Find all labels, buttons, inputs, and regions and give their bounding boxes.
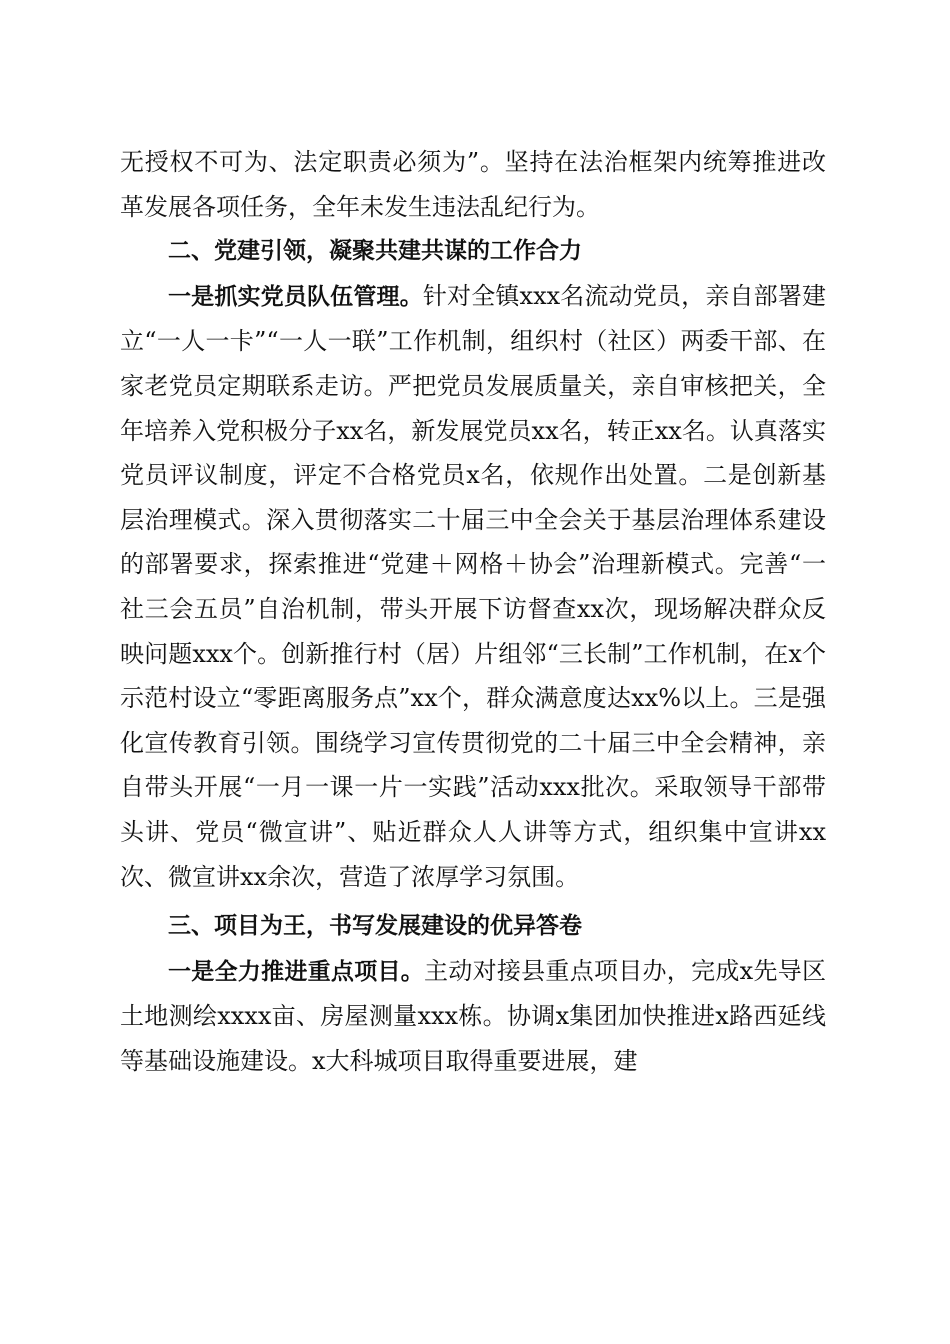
paragraph-lead: 一是全力推进重点项目。 bbox=[168, 958, 425, 985]
section-heading-projects: 三、项目为王，书写发展建设的优异答卷 bbox=[168, 913, 582, 940]
paragraph-body: 针对全镇xxx名流动党员，亲自部署建立“一人一卡”“一人一联”工作机制，组织村（社区）两委干部、在家老党员定期联系走访。严把党员发展质量关，亲自审核把关，全年培养入党积极分子xx名，新发展党员xx名，转正xx名。认真落实党员评议制度，评定不合格党员x名，依规作出处置。二是创新基层治理模式。深入贯彻落实二十届三中全会关于基层治理体系建设的部署要求，探索推进“党建＋网格＋协会”治理新模式。完善“一社三会五员”自治机制，带头开展下访督查xx次，现场解决群众反映问题xxx个。创新推行村（居）片组邻“三长制”工作机制，在x个示范村设立“零距离服务点”xx个，群众满意度达xx%以上。三是强化宣传教育引领。围绕学习宣传贯彻党的二十届三中全会精神，亲自带头开展“一月一课一片一实践”活动xxx批次。采取领导干部带头讲、党员“微宣讲”、贴近群众人人讲等方式，组织集中宣讲xx次、微宣讲xx余次，营造了浓厚学习氛围。 bbox=[120, 281, 826, 891]
document-page bbox=[120, 140, 826, 1083]
paragraph-continuation: 无授权不可为、法定职责必须为”。坚持在法治框架内统筹推进改革发展各项任务，全年未发生违法乱纪行为。 bbox=[120, 148, 826, 221]
paragraph-body: 主动对接县重点项目办，完成x先导区土地测绘xxxx亩、房屋测量xxx栋。协调x集团加快推进x路西延线等基础设施建设。x大科城项目取得重要进展，建 bbox=[120, 956, 826, 1075]
paragraph-projects bbox=[120, 949, 826, 1084]
paragraph-party-building bbox=[120, 274, 826, 899]
section-heading-party-building: 二、党建引领，凝聚共建共谋的工作合力 bbox=[168, 238, 582, 265]
paragraph-lead: 一是抓实党员队伍管理。 bbox=[168, 283, 423, 310]
